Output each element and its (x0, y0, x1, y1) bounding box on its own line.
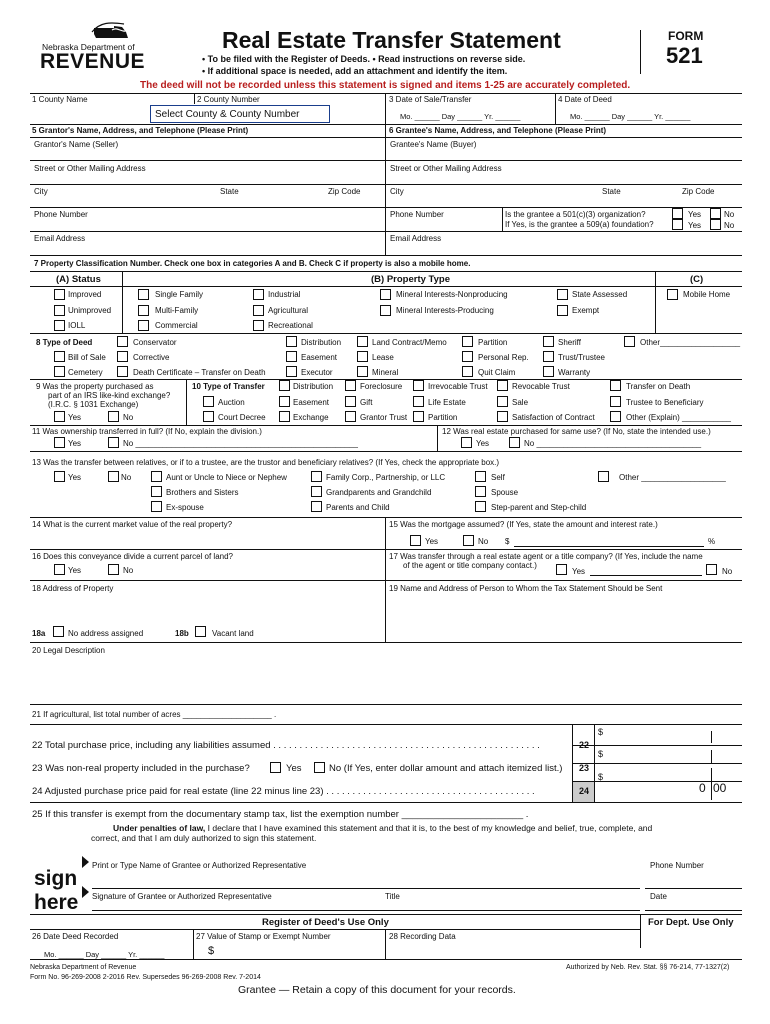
q11-yes-label: Yes (68, 439, 82, 448)
form-label: FORM (668, 29, 704, 43)
cemetery-label: Cemetery (68, 368, 103, 377)
self-label: Self (491, 473, 505, 482)
q17-text-1: 17 Was transfer through a real estate agent or a title company? (If Yes, include the name (389, 552, 703, 561)
penalty-line1 (113, 824, 652, 833)
q24-value[interactable]: 0 (699, 781, 706, 795)
ioll-label: IOLL (68, 321, 86, 330)
industrial-checkbox[interactable] (253, 289, 264, 300)
deed-date-field[interactable]: Mo. ______ Day ______ Yr. ______ (570, 112, 691, 121)
penalty-line2: correct, and that I am duly authorized to sign this statement. (91, 833, 317, 843)
grantee-state-field[interactable]: State (602, 187, 621, 196)
c-header: (C) (690, 274, 704, 285)
q25-text[interactable]: 25 If this transfer is exempt from the documentary stamp tax, list the exemption number _______________________ . (32, 809, 529, 820)
q22-num: 22 (579, 740, 590, 750)
grantor-phone-field[interactable]: Phone Number (34, 210, 88, 219)
ex-spouse-label: Ex-spouse (166, 503, 204, 512)
q23-yes-checkbox[interactable] (270, 762, 281, 773)
improved-checkbox[interactable] (54, 289, 65, 300)
q23-num: 23 (579, 763, 590, 773)
sale-date-field[interactable]: Mo. ______ Day ______ Yr. ______ (400, 112, 521, 121)
mobile-home-checkbox[interactable] (667, 289, 678, 300)
tr-distribution-label: Distribution (293, 382, 334, 391)
q16-yes-label: Yes (68, 566, 82, 575)
q14-text: 14 What is the current market value of the real property? (32, 520, 233, 529)
q24-dollar: $ (598, 772, 604, 782)
satisfaction-checkbox[interactable] (497, 411, 508, 422)
date-deed-label: 4 Date of Deed (558, 95, 612, 104)
q16-text: 16 Does this conveyance divide a current parcel of land? (32, 552, 234, 561)
revocable-label: Revocable Trust (512, 382, 570, 391)
agricultural-label: Agricultural (268, 306, 309, 315)
footer-form: Form No. 96-269-2008 2-2016 Rev. Supersedes 96-269-2008 Rev. 7-2014 (30, 974, 261, 981)
q8-label: 8 Type of Deed (36, 338, 93, 347)
here-text: here (34, 891, 79, 914)
sale-checkbox[interactable] (497, 396, 508, 407)
sheriff-label: Sheriff (558, 338, 581, 347)
unimproved-checkbox[interactable] (54, 305, 65, 316)
q9-yes-label: Yes (68, 413, 82, 422)
grantor-city-field[interactable]: City (34, 187, 48, 196)
q16-yes-checkbox[interactable] (54, 564, 65, 575)
q17-yes-label: Yes (572, 567, 586, 576)
q15-no-checkbox[interactable] (463, 535, 474, 546)
deed-distribution-label: Distribution (301, 338, 342, 347)
no-address-checkbox[interactable] (53, 626, 64, 637)
step-label: Step-parent and Step-child (491, 503, 587, 512)
q12-no-checkbox[interactable] (509, 437, 520, 448)
deed-partition-label: Partition (478, 338, 508, 347)
tr-other-checkbox[interactable] (610, 411, 621, 422)
aunt-checkbox[interactable] (151, 471, 162, 482)
irrevocable-label: Irrevocable Trust (428, 382, 488, 391)
q22-dollar: $ (598, 727, 604, 737)
q23-dollar: $ (598, 749, 604, 759)
sign-text: sign (34, 867, 78, 890)
grantee-phone-field[interactable]: Phone Number (390, 210, 444, 219)
grantor-zip-field[interactable]: Zip Code (328, 187, 361, 196)
501-yes-checkbox[interactable] (672, 208, 683, 219)
county-number-label: 2 County Number (197, 95, 260, 104)
q26-label: 26 Date Deed Recorded (32, 932, 119, 941)
q7-header: 7 Property Classification Number. Check one box in categories A and B. Check C if property is also a mobile home. (34, 259, 471, 268)
q15-dollar: $ (505, 537, 510, 546)
corrective-label: Corrective (133, 353, 170, 362)
q15-no-label: No (478, 537, 489, 546)
grantor-trust-checkbox[interactable] (345, 411, 356, 422)
q11-yes-checkbox[interactable] (54, 437, 65, 448)
date-sale-label: 3 Date of Sale/Transfer (389, 95, 472, 104)
q17-no-checkbox[interactable] (706, 564, 717, 575)
family-corp-label: Family Corp., Partnership, or LLC (326, 473, 446, 482)
conservator-label: Conservator (133, 338, 177, 347)
phone-label: Phone Number (650, 861, 704, 870)
bill-of-sale-label: Bill of Sale (68, 353, 106, 362)
improved-label: Improved (68, 290, 102, 299)
land-contract-checkbox[interactable] (357, 336, 368, 347)
foreclosure-label: Foreclosure (360, 382, 403, 391)
cemetery-checkbox[interactable] (54, 366, 65, 377)
mineral-producing-checkbox[interactable] (380, 305, 391, 316)
penalty-bold: Under penalties of law, (113, 823, 206, 833)
conservator-checkbox[interactable] (117, 336, 128, 347)
q21-text[interactable]: 21 If agricultural, list total number of acres ____________________ . (32, 710, 277, 719)
mineral-checkbox[interactable] (357, 366, 368, 377)
status-header: (A) Status (56, 274, 101, 285)
brothers-checkbox[interactable] (151, 486, 162, 497)
grantor-trust-label: Grantor Trust (360, 413, 408, 422)
personal-rep-checkbox[interactable] (462, 351, 473, 362)
multi-family-checkbox[interactable] (138, 305, 149, 316)
parents-label: Parents and Child (326, 503, 390, 512)
court-decree-label: Court Decree (218, 413, 266, 422)
501-no-label: No (724, 210, 735, 219)
vacant-land-label: Vacant land (212, 629, 254, 638)
death-cert-label: Death Certificate – Transfer on Death (133, 368, 266, 377)
print-name-label: Print or Type Name of Grantee or Authorized Representative (92, 861, 307, 870)
q13-no-checkbox[interactable] (108, 471, 119, 482)
509-no-label: No (724, 221, 735, 230)
q9-line3: (I.R.C. § 1031 Exchange) (48, 400, 139, 409)
executor-label: Executor (301, 368, 333, 377)
single-family-checkbox[interactable] (138, 289, 149, 300)
q18a-label: 18a (32, 629, 46, 638)
q18-text: 18 Address of Property (32, 584, 114, 593)
rod-title: Register of Deed's Use Only (262, 917, 389, 928)
footer-dept: Nebraska Department of Revenue (30, 964, 137, 971)
spouse-checkbox[interactable] (475, 486, 486, 497)
revenue-logo-text: REVENUE (40, 50, 146, 73)
lease-checkbox[interactable] (357, 351, 368, 362)
trust-trustee-checkbox[interactable] (543, 351, 554, 362)
grantee-street-field[interactable]: Street or Other Mailing Address (390, 164, 502, 173)
sheriff-checkbox[interactable] (543, 336, 554, 347)
single-family-label: Single Family (155, 290, 204, 299)
dept-name: Nebraska Department of (42, 42, 135, 52)
gift-checkbox[interactable] (345, 396, 356, 407)
exchange-label: Exchange (293, 413, 329, 422)
deed-distribution-checkbox[interactable] (286, 336, 297, 347)
parents-checkbox[interactable] (311, 501, 322, 512)
509-yes-checkbox[interactable] (672, 219, 683, 230)
bullet-2: • If additional space is needed, add an attachment and identify the item. (202, 66, 508, 76)
warranty-label: Warranty (558, 368, 591, 377)
q11-no-label[interactable]: No __________________________________________________ (123, 439, 358, 448)
tr-easement-label: Easement (293, 398, 330, 407)
q19-text: 19 Name and Address of Person to Whom the Tax Statement Should be Sent (389, 584, 663, 593)
q-501c3: Is the grantee a 501(c)(3) organization? (505, 210, 646, 219)
tr-partition-checkbox[interactable] (413, 411, 424, 422)
trustee-ben-label: Trustee to Beneficiary (626, 398, 704, 407)
exchange-checkbox[interactable] (279, 411, 290, 422)
rel-other-checkbox[interactable] (598, 471, 609, 482)
satisfaction-label: Satisfaction of Contract (512, 413, 595, 422)
q9-no-checkbox[interactable] (108, 411, 119, 422)
state-assessed-label: State Assessed (572, 290, 628, 299)
title-label: Title (385, 892, 400, 901)
q24-num: 24 (579, 786, 590, 796)
q16-no-checkbox[interactable] (108, 564, 119, 575)
q28-label: 28 Recording Data (389, 932, 456, 941)
q23-yes-label: Yes (286, 763, 302, 774)
executor-checkbox[interactable] (286, 366, 297, 377)
tr-other-label: Other (Explain) ___________ (626, 413, 731, 422)
mineral-producing-label: Mineral Interests-Producing (396, 306, 494, 315)
agricultural-checkbox[interactable] (253, 305, 264, 316)
commercial-checkbox[interactable] (138, 320, 149, 331)
life-estate-checkbox[interactable] (413, 396, 424, 407)
unimproved-label: Unimproved (68, 306, 112, 315)
509-no-checkbox[interactable] (710, 219, 721, 230)
warranty-checkbox[interactable] (543, 366, 554, 377)
personal-rep-label: Personal Rep. (478, 353, 529, 362)
q9-yes-checkbox[interactable] (54, 411, 65, 422)
q12-text: 12 Was real estate purchased for same use? (If No, state the intended use.) (442, 427, 711, 436)
life-estate-label: Life Estate (428, 398, 466, 407)
grantor-name-field[interactable]: Grantor's Name (Seller) (34, 140, 119, 149)
501-no-checkbox[interactable] (710, 208, 721, 219)
recreational-checkbox[interactable] (253, 320, 264, 331)
death-cert-checkbox[interactable] (117, 366, 128, 377)
q18b-label: 18b (175, 629, 189, 638)
footer-auth: Authorized by Neb. Rev. Stat. §§ 76-214, 77-1327(2) (566, 964, 730, 971)
foreclosure-checkbox[interactable] (345, 380, 356, 391)
recorded-date-field[interactable]: Mo. ______ Day ______ Yr. ______ (44, 950, 165, 959)
penalty-text: I declare that I have examined this statement and that it is, to the best of my knowledge and belief, true, complete, and (205, 823, 653, 833)
q10-label: 10 Type of Transfer (192, 382, 265, 391)
county-select-value: Select County & County Number (155, 109, 300, 120)
509-yes-label: Yes (688, 221, 702, 230)
quit-claim-label: Quit Claim (478, 368, 516, 377)
exempt-checkbox[interactable] (557, 305, 568, 316)
county-name-label: 1 County Name (32, 95, 88, 104)
form-title: Real Estate Transfer Statement (222, 27, 561, 53)
ex-spouse-checkbox[interactable] (151, 501, 162, 512)
deed-other-checkbox[interactable] (624, 336, 635, 347)
mineral-nonproducing-label: Mineral Interests-Nonproducing (396, 290, 508, 299)
property-type-header: (B) Property Type (371, 274, 451, 285)
form-number: 521 (666, 43, 703, 68)
grantor-header: 5 Grantor's Name, Address, and Telephone (Please Print) (32, 126, 249, 135)
grantee-zip-field[interactable]: Zip Code (682, 187, 715, 196)
sale-label: Sale (512, 398, 529, 407)
q12-yes-checkbox[interactable] (461, 437, 472, 448)
q22-text: 22 Total purchase price, including any liabilities assumed . . . . . . . . . . . . . . . . . . . . . . . . . . . . . . . . . . . . . . . . . . . . . . . . . . . (32, 740, 540, 751)
q27-label: 27 Value of Stamp or Exempt Number (196, 932, 331, 941)
mineral-label: Mineral (372, 368, 399, 377)
mobile-home-label: Mobile Home (683, 290, 731, 299)
grantor-street-field[interactable]: Street or Other Mailing Address (34, 164, 146, 173)
swoosh-icon (86, 20, 126, 36)
bill-of-sale-checkbox[interactable] (54, 351, 65, 362)
q12-yes-label: Yes (476, 439, 490, 448)
no-address-label: No address assigned (68, 629, 144, 638)
stamp-dollar: $ (208, 945, 215, 957)
exempt-label: Exempt (572, 306, 600, 315)
bullet-1: • To be filed with the Register of Deeds. • Read instructions on reverse side. (202, 54, 526, 64)
grantee-name-field[interactable]: Grantee's Name (Buyer) (390, 140, 477, 149)
deed-other-label: Other__________________ (640, 338, 741, 347)
brothers-label: Brothers and Sisters (166, 488, 239, 497)
corrective-checkbox[interactable] (117, 351, 128, 362)
commercial-label: Commercial (155, 321, 198, 330)
q15-text: 15 Was the mortgage assumed? (If Yes, state the amount and interest rate.) (389, 520, 658, 529)
501-yes-label: Yes (688, 210, 702, 219)
gift-label: Gift (360, 398, 373, 407)
irrevocable-checkbox[interactable] (413, 380, 424, 391)
q13-text: 13 Was the transfer between relatives, or if to a trustee, are the trustor and beneficiary relatives? (If Yes, check the appropriate box.) (32, 458, 500, 467)
q20-text: 20 Legal Description (32, 646, 105, 655)
aunt-label: Aunt or Uncle to Niece or Nephew (166, 473, 287, 482)
land-contract-label: Land Contract/Memo (372, 338, 447, 347)
dept-use-title: For Dept. Use Only (648, 917, 734, 928)
auction-checkbox[interactable] (203, 396, 214, 407)
industrial-label: Industrial (268, 290, 301, 299)
footer-copy: Grantee — Retain a copy of this document for your records. (238, 984, 516, 996)
q9-no-label: No (123, 413, 134, 422)
auction-label: Auction (218, 398, 245, 407)
family-corp-checkbox[interactable] (311, 471, 322, 482)
q13-no-label: No (121, 473, 132, 482)
q15-yes-label: Yes (425, 537, 439, 546)
grandparents-label: Grandparents and Grandchild (326, 488, 432, 497)
deed-partition-checkbox[interactable] (462, 336, 473, 347)
q11-no-checkbox[interactable] (108, 437, 119, 448)
q13-yes-label: Yes (68, 473, 82, 482)
q17-text-2: of the agent or title company contact.) (403, 561, 537, 570)
date-label: Date (650, 892, 667, 901)
q9-line2: part of an IRS like-kind exchange? (48, 391, 171, 400)
tr-easement-checkbox[interactable] (279, 396, 290, 407)
q17-yes-checkbox[interactable] (556, 564, 567, 575)
tr-distribution-checkbox[interactable] (279, 380, 290, 391)
spouse-label: Spouse (491, 488, 519, 497)
lease-label: Lease (372, 353, 394, 362)
mineral-nonproducing-checkbox[interactable] (380, 289, 391, 300)
q16-no-label: No (123, 566, 134, 575)
revocable-checkbox[interactable] (497, 380, 508, 391)
tod-label: Transfer on Death (626, 382, 691, 391)
q-509a: If Yes, is the grantee a 509(a) foundation? (505, 220, 654, 229)
court-decree-checkbox[interactable] (203, 411, 214, 422)
grandparents-checkbox[interactable] (311, 486, 322, 497)
grantee-city-field[interactable]: City (390, 187, 404, 196)
q15-yes-checkbox[interactable] (410, 535, 421, 546)
deed-easement-label: Easement (301, 353, 338, 362)
q12-no-label[interactable]: No _____________________________________ (524, 439, 702, 448)
q15-pct: % (708, 537, 716, 546)
rel-other-label: Other ___________________ (619, 473, 726, 482)
tod-checkbox[interactable] (610, 380, 621, 391)
q13-yes-checkbox[interactable] (54, 471, 65, 482)
grantee-email-field[interactable]: Email Address (390, 234, 442, 243)
step-checkbox[interactable] (475, 501, 486, 512)
signature-label: Signature of Grantee or Authorized Representative (92, 892, 272, 901)
q11-text: 11 Was ownership transferred in full? (If No, explain the division.) (32, 427, 262, 436)
deed-easement-checkbox[interactable] (286, 351, 297, 362)
tr-partition-label: Partition (428, 413, 458, 422)
trustee-ben-checkbox[interactable] (610, 396, 621, 407)
grantor-email-field[interactable]: Email Address (34, 234, 86, 243)
q23-no-label: No (If Yes, enter dollar amount and attach itemized list.) (329, 763, 563, 774)
recreational-label: Recreational (268, 321, 313, 330)
q24-cents[interactable]: 00 (713, 781, 727, 795)
q9-line1: 9 Was the property purchased as (36, 382, 154, 391)
arrow-icon-2 (82, 886, 89, 898)
trust-trustee-label: Trust/Trustee (558, 353, 605, 362)
vacant-land-checkbox[interactable] (195, 626, 206, 637)
q17-no-label: No (722, 567, 733, 576)
grantor-state-field[interactable]: State (220, 187, 239, 196)
county-select[interactable] (150, 105, 330, 123)
ioll-checkbox[interactable] (54, 320, 65, 331)
q23-text: 23 Was non-real property included in the purchase? (32, 763, 250, 774)
q24-text: 24 Adjusted purchase price paid for real estate (line 22 minus line 23) . . . . . . . . . . . . . . . . . . . . . . . . . . . . . . . . . . . . . . . . (32, 786, 535, 797)
multi-family-label: Multi-Family (155, 306, 199, 315)
arrow-icon-1 (82, 856, 89, 868)
self-checkbox[interactable] (475, 471, 486, 482)
state-assessed-checkbox[interactable] (557, 289, 568, 300)
grantee-header: 6 Grantee's Name, Address, and Telephone (Please Print) (389, 126, 607, 135)
q23-no-checkbox[interactable] (314, 762, 325, 773)
warning-text: The deed will not be recorded unless this statement is signed and items 1-25 are accurately completed. (140, 80, 631, 91)
quit-claim-checkbox[interactable] (462, 366, 473, 377)
